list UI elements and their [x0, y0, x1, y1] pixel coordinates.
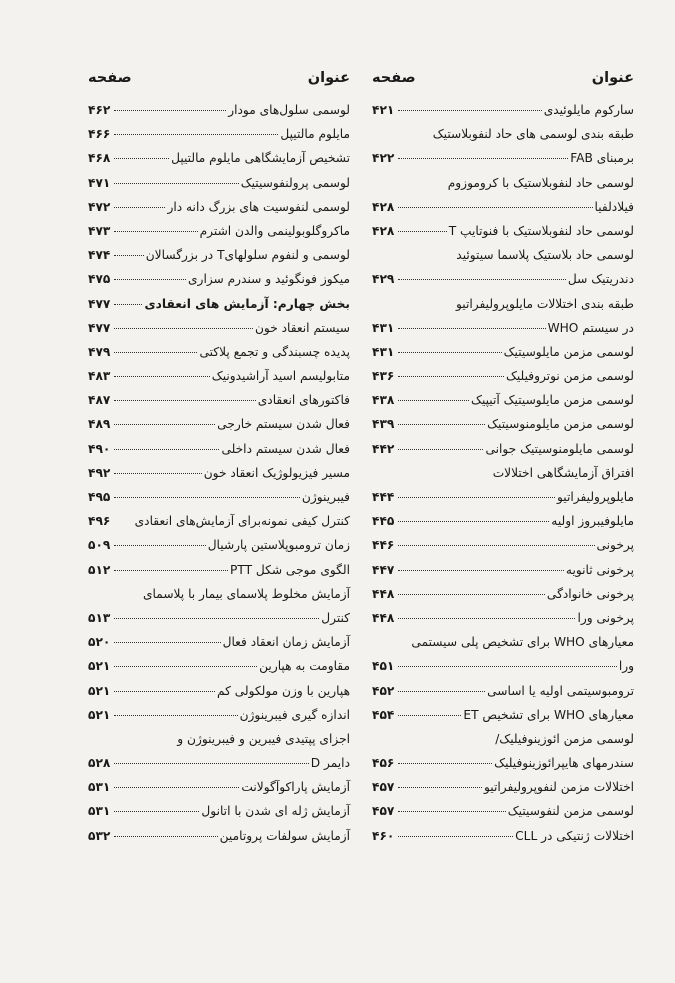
entry-title: فیلادلفیا [594, 199, 634, 214]
toc-entry [372, 485, 634, 509]
entry-title: اندازه گیری فیبرینوژن [239, 707, 350, 722]
toc-entry [88, 243, 350, 267]
entry-title: مایلوم مالتیپل [280, 127, 350, 142]
header-title: عنوان [307, 70, 350, 86]
dot-leader [398, 328, 545, 329]
dot-leader [114, 715, 237, 716]
dot-leader [114, 497, 300, 498]
toc-entry [88, 98, 350, 122]
dot-leader [114, 836, 217, 837]
entry-title: دایمر D [310, 756, 350, 771]
toc-entry [372, 243, 634, 267]
entry-page-number: ۴۷۳ [88, 223, 111, 238]
entry-title: دندریتیک سل [567, 272, 634, 287]
entry-title: مقاومت به هپارین [259, 659, 350, 674]
dot-leader [398, 618, 575, 619]
dot-leader [398, 352, 501, 353]
entry-page-number: ۴۲۸ [372, 223, 395, 238]
entry-title: پرخونی ثانویه [565, 562, 634, 577]
entry-page-number: ۴۸۳ [88, 369, 111, 384]
dot-leader [114, 691, 215, 692]
dot-leader [114, 328, 253, 329]
toc-entry [372, 412, 634, 436]
entry-page-number: ۴۹۰ [88, 441, 111, 456]
toc-entry [372, 751, 634, 775]
entry-page-number: ۴۴۸ [372, 586, 395, 601]
dot-leader [398, 207, 592, 208]
toc-entry [372, 171, 634, 195]
toc-entry [88, 751, 350, 775]
toc-entry [88, 461, 350, 485]
column-header [372, 70, 634, 96]
toc-entry [88, 654, 350, 678]
entry-page-number: ۴۶۸ [88, 151, 111, 166]
toc-entry [372, 582, 634, 606]
entry-title: کنترل [321, 610, 350, 625]
toc-entry [372, 267, 634, 291]
entry-title: سارکوم مایلوئیدی [543, 103, 634, 117]
toc-entry [372, 558, 634, 582]
entry-page-number: ۴۷۹ [88, 344, 111, 359]
entry-title: لوسمی مزمن ائوزینوفیلیک/ [495, 731, 634, 746]
toc-entry [88, 799, 350, 823]
dot-leader [398, 836, 513, 837]
dot-leader [398, 158, 568, 159]
entry-page-number: ۴۵۷ [372, 804, 395, 819]
entry-page-number: ۴۵۴ [372, 707, 395, 722]
dot-leader [114, 304, 142, 305]
entry-page-number: ۴۹۵ [88, 490, 111, 504]
dot-leader [398, 763, 492, 764]
entry-page-number: ۵۳۱ [88, 804, 111, 819]
header-page: صفحه [372, 70, 416, 86]
entry-page-number: ۵۳۱ [88, 780, 111, 795]
entry-page-number: ۴۷۱ [88, 175, 111, 190]
dot-leader [114, 158, 169, 159]
toc-entry [88, 485, 350, 509]
dot-leader [398, 545, 594, 546]
column-header [88, 70, 350, 96]
entry-title: لوسمی لنفوسیت های بزرگ دانه دار [167, 199, 350, 214]
entry-title: پدیده چسبندگی و تجمع پلاکتی [199, 344, 350, 359]
entry-title: ماکروگلوبولینمی والدن اشترم [199, 223, 350, 238]
entry-page-number: ۴۵۲ [372, 683, 395, 698]
entry-page-number: ۴۳۹ [372, 417, 395, 432]
dot-leader [114, 110, 226, 111]
dot-leader [398, 570, 564, 571]
entry-page-number: ۴۹۶ [88, 514, 111, 529]
entry-title: زمان ترومبوپلاستین پارشیال [207, 538, 350, 553]
entry-page-number: ۴۳۸ [372, 393, 395, 408]
toc-entry [372, 461, 634, 485]
toc-column-left [88, 70, 350, 848]
dot-leader [114, 400, 255, 401]
dot-leader [398, 110, 541, 111]
toc-entry [88, 630, 350, 654]
dot-leader [114, 763, 308, 764]
toc-entry [372, 146, 634, 170]
dot-leader [114, 642, 220, 643]
entry-page-number: ۴۸۷ [88, 393, 111, 408]
entry-page-number: ۴۵۷ [372, 780, 395, 795]
toc-entry [372, 606, 634, 630]
entry-page-number: ۴۲۲ [372, 151, 395, 166]
toc-entry [372, 98, 634, 122]
toc-entry [372, 679, 634, 703]
toc-entry [88, 388, 350, 412]
entry-title: برمبنای FAB [570, 151, 634, 166]
toc-entry [88, 727, 350, 751]
entry-title: اجزای پپتیدی فیبرین و فیبرینوژن و [177, 731, 350, 746]
entry-page-number: ۴۷۷ [88, 296, 111, 311]
dot-leader [398, 449, 483, 450]
dot-leader [114, 570, 228, 571]
entry-page-number: ۴۴۲ [372, 441, 395, 456]
entry-page-number: ۵۲۸ [88, 756, 111, 771]
entry-title: لوسمی مایلومنوسیتیک جوانی [485, 441, 634, 456]
entry-page-number: ۴۵۱ [372, 659, 395, 674]
toc-entry [372, 292, 634, 316]
dot-leader [114, 449, 219, 450]
toc-entry [88, 509, 350, 533]
toc-entry [88, 340, 350, 364]
dot-leader [398, 787, 482, 788]
entry-title: لوسمی مزمن مایلومنوسیتیک [487, 417, 634, 432]
entry-title: بخش چهارم: آزمایش های انعقادی [144, 296, 350, 311]
dot-leader [114, 424, 215, 425]
entry-title: مایلوپرولیفراتیو [557, 490, 634, 504]
entry-title: معیارهای WHO برای تشخیص پلی سیستمی [411, 635, 634, 650]
entry-page-number: ۴۴۸ [372, 610, 395, 625]
toc-rows [372, 98, 634, 848]
dot-leader [114, 545, 205, 546]
toc-entry [372, 437, 634, 461]
dot-leader [114, 255, 143, 256]
entry-page-number: ۴۴۷ [372, 562, 395, 577]
dot-leader [114, 207, 165, 208]
entry-page-number: ۵۲۱ [88, 659, 111, 674]
dot-leader [398, 521, 549, 522]
toc-entry [88, 582, 350, 606]
entry-title: اختلالات ژنتیکی در CLL [515, 828, 634, 843]
toc-entry [372, 630, 634, 654]
toc-entry [372, 219, 634, 243]
toc-entry [372, 388, 634, 412]
dot-leader [398, 376, 504, 377]
dot-leader [114, 473, 201, 474]
entry-page-number: ۴۴۶ [372, 538, 395, 553]
dot-leader [398, 424, 485, 425]
entry-title: لوسمی پرولنفوسیتیک [240, 175, 350, 190]
dot-leader [114, 787, 239, 788]
toc-entry [88, 412, 350, 436]
entry-title: لوسمی مزمن نوتروفیلیک [505, 369, 634, 384]
toc-rows [88, 98, 350, 848]
entry-title: سندرمهای هایپرائوزینوفیلیک [494, 756, 634, 771]
entry-title: معیارهای WHO برای تشخیص ET [463, 707, 634, 722]
toc-entry [88, 219, 350, 243]
dot-leader [398, 279, 566, 280]
dot-leader [398, 497, 555, 498]
toc-entry [88, 606, 350, 630]
dot-leader [398, 691, 485, 692]
entry-title: فیبرینوژن [301, 490, 350, 504]
toc-entry [88, 364, 350, 388]
dot-leader [114, 666, 257, 667]
entry-title: آزمایش زمان انعقاد فعال [222, 635, 350, 650]
entry-title: طبقه بندی اختلالات مایلوپرولیفراتیو [456, 296, 634, 311]
entry-title: فاکتورهای انعقادی [257, 393, 350, 408]
entry-page-number: ۴۶۰ [372, 828, 395, 843]
entry-title: کنترل کیفی نمونه‌برای آزمایش‌های انعقادی [134, 514, 350, 529]
toc-entry [372, 824, 634, 848]
entry-title: میکوز فونگوئید و سندرم سزاری [188, 272, 350, 287]
entry-page-number: ۴۲۹ [372, 272, 395, 287]
toc-entry [372, 703, 634, 727]
toc-entry [88, 267, 350, 291]
toc-entry [372, 654, 634, 678]
entry-title: فعال شدن سیستم خارجی [217, 417, 350, 432]
entry-title: مسیر فیزیولوژیک انعقاد خون [203, 465, 350, 480]
dot-leader [114, 352, 197, 353]
entry-title: لوسمی سلول‌های مودار [228, 103, 350, 117]
toc-column-right [372, 70, 634, 848]
entry-title: لوسمی مزمن مایلوسیتیک [503, 344, 634, 359]
dot-leader [398, 400, 469, 401]
dot-leader [114, 134, 278, 135]
entry-page-number: ۵۱۲ [88, 562, 111, 577]
entry-title: ورا [618, 659, 634, 674]
entry-title: تشخیص آزمایشگاهی مایلوم مالتیپل [171, 151, 350, 166]
entry-title: آزمایش سولفات پروتامین [219, 828, 350, 843]
toc-entry [88, 558, 350, 582]
entry-page-number: ۴۴۴ [372, 490, 395, 504]
entry-page-number: ۵۳۲ [88, 828, 111, 843]
toc-entry [372, 364, 634, 388]
toc-entry [88, 703, 350, 727]
entry-title: لوسمی حاد بلاستیک پلاسما سیتوئید [456, 248, 634, 263]
toc-entry [88, 533, 350, 557]
entry-title: متابولیسم اسید آراشیدونیک [211, 369, 350, 384]
toc-entry [88, 437, 350, 461]
entry-title: مایلوفیبروز اولیه [551, 514, 634, 529]
toc-entry [88, 679, 350, 703]
entry-title: الگوی موجی شکل PTT [229, 562, 350, 577]
toc-entry [372, 533, 634, 557]
toc-entry [88, 775, 350, 799]
header-page: صفحه [88, 70, 132, 86]
entry-title: هپارین با وزن مولکولی کم [216, 683, 350, 698]
dot-leader [398, 594, 545, 595]
entry-title: پرخونی خانوادگی [546, 586, 634, 601]
dot-leader [114, 811, 199, 812]
dot-leader [398, 811, 505, 812]
toc-entry [372, 799, 634, 823]
entry-page-number: ۴۲۱ [372, 103, 395, 117]
entry-page-number: ۴۷۷ [88, 320, 111, 335]
toc-entry [88, 195, 350, 219]
header-title: عنوان [591, 70, 634, 86]
entry-title: لوسمی مزمن مایلوسیتیک آتیپیک [471, 393, 634, 408]
dot-leader [114, 231, 197, 232]
entry-page-number: ۴۳۱ [372, 344, 395, 359]
dot-leader [114, 183, 238, 184]
entry-page-number: ۵۲۱ [88, 683, 111, 698]
dot-leader [398, 715, 461, 716]
toc-entry [88, 824, 350, 848]
entry-page-number: ۵۱۳ [88, 610, 111, 625]
entry-page-number: ۵۲۱ [88, 707, 111, 722]
entry-title: ترومبوسیتمی اولیه یا اساسی [487, 683, 634, 698]
entry-title: طبقه بندی لوسمی های حاد لنفوبلاستیک [432, 127, 634, 142]
entry-title: افتراق آزمایشگاهی اختلالات [492, 465, 634, 480]
entry-page-number: ۴۴۵ [372, 514, 395, 529]
entry-title: لوسمی مزمن لنفوسیتیک [507, 804, 634, 819]
dot-leader [114, 279, 186, 280]
entry-title: فعال شدن سیستم داخلی [221, 441, 350, 456]
toc-entry [372, 195, 634, 219]
entry-title: آزمایش مخلوط پلاسمای بیمار با پلاسمای [143, 586, 350, 601]
entry-page-number: ۴۶۲ [88, 103, 111, 117]
entry-title: لوسمی حاد لنفوبلاستیک با کروموزوم [447, 175, 634, 190]
entry-title: اختلالات مزمن لنفوپرولیفراتیو [484, 780, 634, 795]
entry-page-number: ۴۳۱ [372, 320, 395, 335]
entry-title: پرخونی [596, 538, 634, 553]
dot-leader [398, 231, 446, 232]
dot-leader [398, 666, 617, 667]
entry-page-number: ۴۷۲ [88, 199, 111, 214]
toc-entry [372, 340, 634, 364]
entry-title: آزمایش پاراکوآگولانت [241, 780, 350, 795]
toc-entry [372, 775, 634, 799]
toc-entry [372, 727, 634, 751]
toc-entry [88, 146, 350, 170]
entry-page-number: ۴۹۲ [88, 465, 111, 480]
entry-title: لوسمی و لنفوم سلولهایT در بزرگسالان [145, 248, 350, 263]
entry-page-number: ۴۸۹ [88, 417, 111, 432]
entry-page-number: ۴۳۶ [372, 369, 395, 384]
entry-title: لوسمی حاد لنفوبلاستیک با فنوتایپ T [448, 223, 634, 238]
entry-page-number: ۴۷۴ [88, 248, 111, 263]
entry-title: آزمایش ژله ای شدن با اتانول [201, 804, 350, 819]
dot-leader [114, 618, 319, 619]
toc-entry [88, 171, 350, 195]
entry-title: پرخونی ورا [577, 610, 634, 625]
toc-entry [88, 292, 350, 316]
toc-entry [88, 122, 350, 146]
toc-entry [372, 509, 634, 533]
entry-title: در سیستم WHO [547, 320, 634, 335]
entry-page-number: ۵۲۰ [88, 635, 111, 650]
toc-entry [372, 122, 634, 146]
entry-page-number: ۴۶۶ [88, 127, 111, 142]
entry-page-number: ۵۰۹ [88, 538, 111, 553]
dot-leader [114, 376, 209, 377]
entry-page-number: ۴۲۸ [372, 199, 395, 214]
entry-page-number: ۴۵۶ [372, 756, 395, 771]
entry-page-number: ۴۷۵ [88, 272, 111, 287]
entry-title: سیستم انعقاد خون [254, 320, 350, 335]
toc-entry [372, 316, 634, 340]
toc-entry [88, 316, 350, 340]
